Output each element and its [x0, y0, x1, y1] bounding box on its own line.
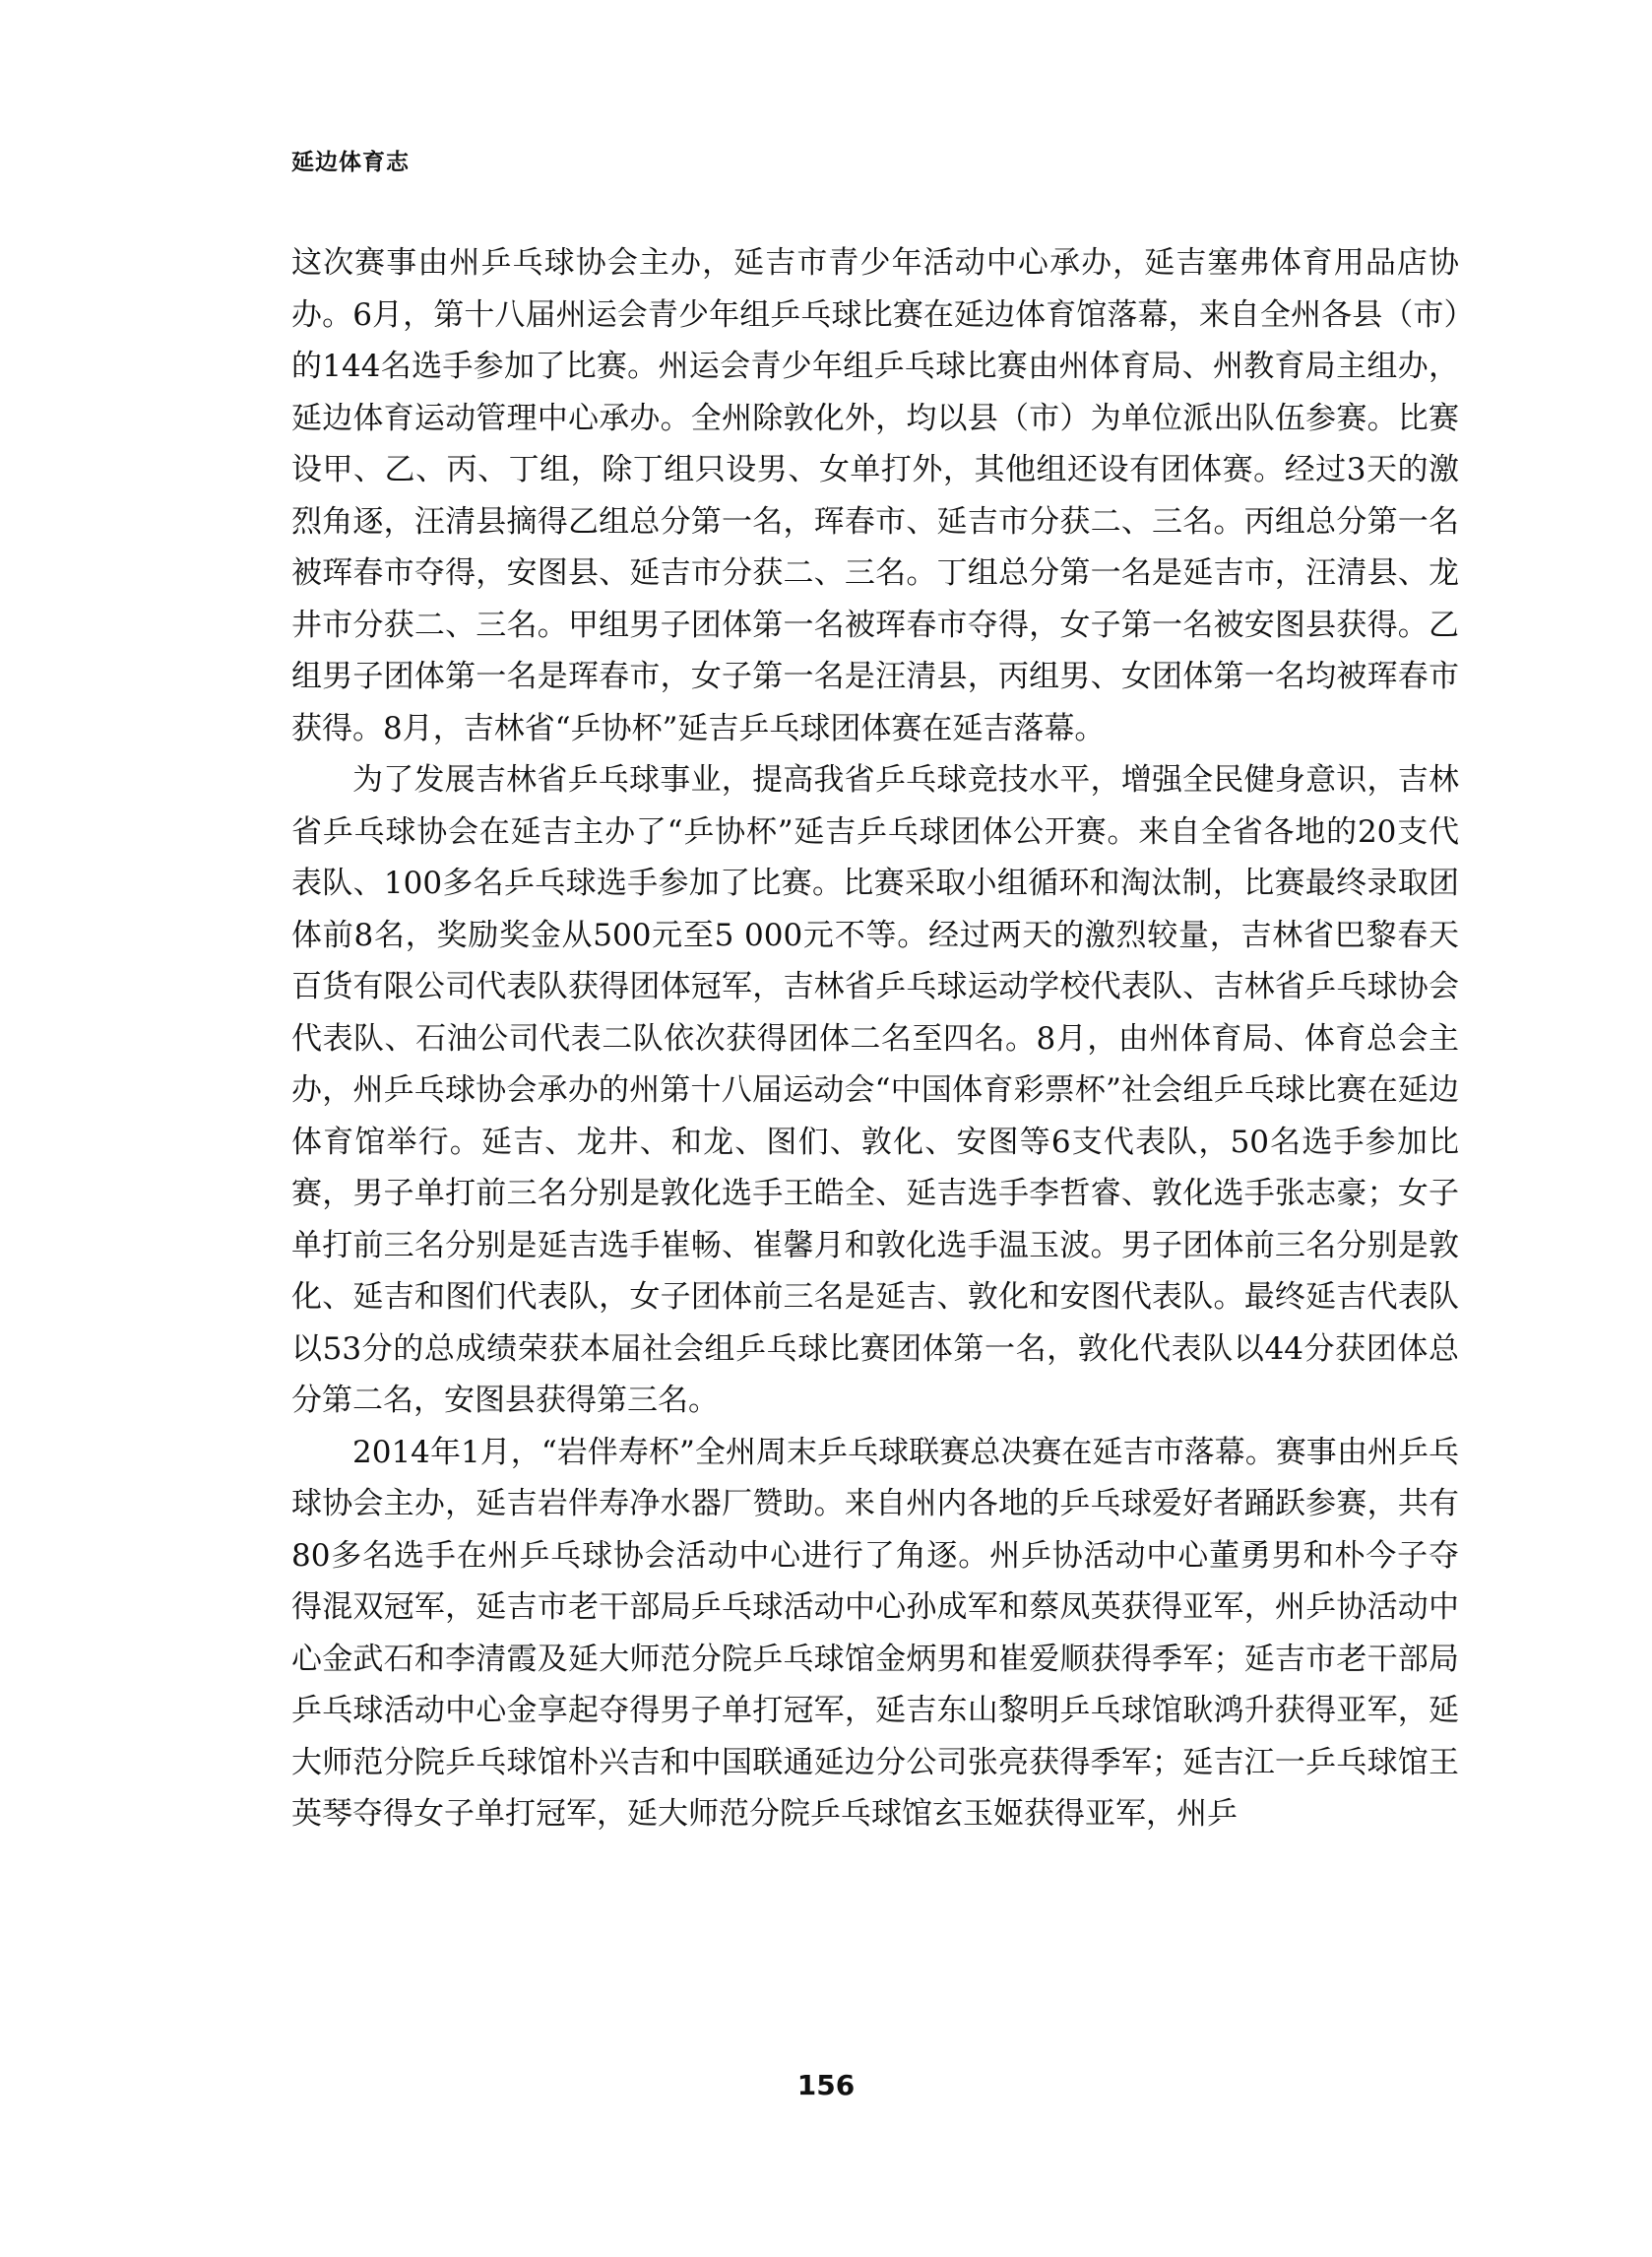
- paragraph-continuation: 这次赛事由州乒乓球协会主办，延吉市青少年活动中心承办，延吉塞弗体育用品店协办。6月，第十八届州运会青少年组乒乓球比赛在延边体育馆落幕，来自全州各县（市）的144名选手参加了比赛。州运会青少年组乒乓球比赛由州体育局、州教育局主组办，延边体育运动管理中心承办。全州除敦化外，均以县（市）为单位派出队伍参赛。比赛设甲、乙、丙、丁组，除丁组只设男、女单打外，其他组还设有团体赛。经过3天的激烈角逐，汪清县摘得乙组总分第一名，珲春市、延吉市分获二、三名。丙组总分第一名被珲春市夺得，安图县、延吉市分获二、三名。丁组总分第一名是延吉市，汪清县、龙井市分获二、三名。甲组男子团体第一名被珲春市夺得，女子第一名被安图县获得。乙组男子团体第一名是珲春市，女子第一名是汪清县，丙组男、女团体第一名均被珲春市获得。8月，吉林省“乒协杯”延吉乒乓球团体赛在延吉落幕。: [291, 245, 1459, 746]
- page-number: 156: [796, 2069, 856, 2101]
- running-header-title: 延边体育志: [291, 150, 410, 175]
- body-text: [291, 237, 1459, 1840]
- paragraph-2014-league: 2014年1月，“岩伴寿杯”全州周末乒乓球联赛总决赛在延吉市落幕。赛事由州乒乓球协会主办，延吉岩伴寿净水器厂赞助。来自州内各地的乒乓球爱好者踊跃参赛，共有80多名选手在州乒乓球协会活动中心进行了角逐。州乒协活动中心董勇男和朴今子夺得混双冠军，延吉市老干部局乒乓球活动中心孙成军和蔡凤英获得亚军，州乒协活动中心金武石和李清霞及延大师范分院乒乓球馆金炳男和崔爱顺获得季军；延吉市老干部局乒乓球活动中心金享起夺得男子单打冠军，延吉东山黎明乒乓球馆耿鸿升获得亚军，延大师范分院乒乓球馆朴兴吉和中国联通延边分公司张亮获得季军；延吉江一乒乓球馆王英琴夺得女子单打冠军，延大师范分院乒乓球馆玄玉姬获得亚军，州乒: [291, 1434, 1459, 1832]
- paragraph-jilin-open: 为了发展吉林省乒乓球事业，提高我省乒乓球竞技水平，增强全民健身意识，吉林省乒乓球协会在延吉主办了“乒协杯”延吉乒乓球团体公开赛。来自全省各地的20支代表队、100多名乒乓球选手参加了比赛。比赛采取小组循环和淘汰制，比赛最终录取团体前8名，奖励奖金从500元至5 000元不等。经过两天的激烈较量，吉林省巴黎春天百货有限公司代表队获得团体冠军，吉林省乒乓球运动学校代表队、吉林省乒乓球协会代表队、石油公司代表二队依次获得团体二名至四名。8月，由州体育局、体育总会主办，州乒乓球协会承办的州第十八届运动会“中国体育彩票杯”社会组乒乓球比赛在延边体育馆举行。延吉、龙井、和龙、图们、敦化、安图等6支代表队，50名选手参加比赛，男子单打前三名分别是敦化选手王皓全、延吉选手李哲睿、敦化选手张志豪；女子单打前三名分别是延吉选手崔畅、崔馨月和敦化选手温玉波。男子团体前三名分别是敦化、延吉和图们代表队，女子团体前三名是延吉、敦化和安图代表队。最终延吉代表队以53分的总成绩荣获本届社会组乒乓球比赛团体第一名，敦化代表队以44分获团体总分第二名，安图县获得第三名。: [291, 762, 1459, 1418]
